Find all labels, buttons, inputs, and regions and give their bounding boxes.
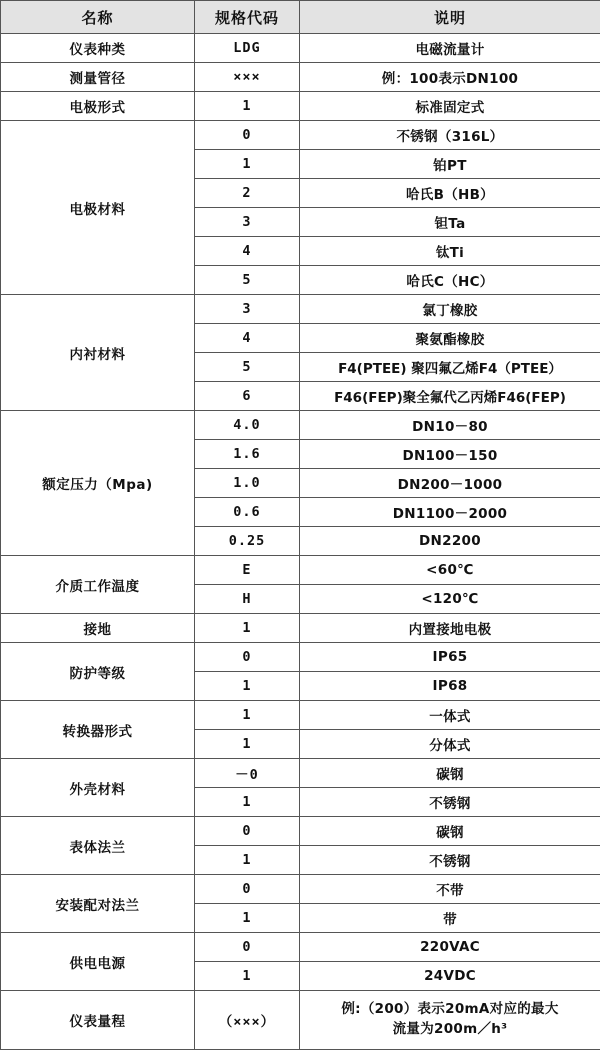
table-header <box>1 1 600 34</box>
row-name-cell: 安装配对法兰 <box>1 875 195 933</box>
row-code-cell: 5 <box>195 353 300 382</box>
row-name-cell: 表体法兰 <box>1 817 195 875</box>
row-code-cell: 1 <box>195 92 300 121</box>
row-description-cell: 内置接地电极 <box>300 614 600 643</box>
row-description-cell: <60℃ <box>300 556 600 585</box>
table-row <box>1 933 600 962</box>
row-code-cell: 1 <box>195 962 300 991</box>
row-code-cell: 1.6 <box>195 440 300 469</box>
row-description-cell: 聚氨酯橡胶 <box>300 324 600 353</box>
row-description-cell: 标准固定式 <box>300 92 600 121</box>
row-name-cell: 介质工作温度 <box>1 556 195 614</box>
row-description-cell: IP68 <box>300 672 600 701</box>
table-row <box>1 295 600 324</box>
column-header-name: 名称 <box>1 1 195 34</box>
row-description-cell: F4(PTEE) 聚四氟乙烯F4（PTEE） <box>300 353 600 382</box>
row-code-cell: 4.0 <box>195 411 300 440</box>
row-code-cell: 3 <box>195 295 300 324</box>
table-row <box>1 121 600 150</box>
table-row <box>1 63 600 92</box>
row-description-cell: 碳钢 <box>300 759 600 788</box>
row-description-cell: 一体式 <box>300 701 600 730</box>
row-code-cell: 1 <box>195 701 300 730</box>
row-code-cell: 4 <box>195 324 300 353</box>
row-name-cell: 内衬材料 <box>1 295 195 411</box>
row-description-cell: 碳钢 <box>300 817 600 846</box>
row-description-cell: 不锈钢（316L） <box>300 121 600 150</box>
row-name-cell: 仪表量程 <box>1 991 195 1050</box>
row-name-cell: 外壳材料 <box>1 759 195 817</box>
table-row <box>1 34 600 63</box>
row-description-cell: DN200－1000 <box>300 469 600 498</box>
row-code-cell: H <box>195 585 300 614</box>
row-description-cell: 不带 <box>300 875 600 904</box>
row-name-cell: 防护等级 <box>1 643 195 701</box>
table-header-row <box>1 1 600 34</box>
row-name-cell: 电极形式 <box>1 92 195 121</box>
row-code-cell: 3 <box>195 208 300 237</box>
row-description-cell: 钽Ta <box>300 208 600 237</box>
row-name-cell: 额定压力（Mpa) <box>1 411 195 556</box>
row-code-cell: 2 <box>195 179 300 208</box>
row-description-cell: 钛Ti <box>300 237 600 266</box>
row-description-cell: 例：100表示DN100 <box>300 63 600 92</box>
row-code-cell: E <box>195 556 300 585</box>
table-row <box>1 759 600 788</box>
row-code-cell: （×××） <box>195 991 300 1050</box>
row-code-cell: 1.0 <box>195 469 300 498</box>
row-description-cell <box>300 991 600 1050</box>
row-description-cell: DN1100－2000 <box>300 498 600 527</box>
table-row <box>1 92 600 121</box>
row-code-cell: 0 <box>195 817 300 846</box>
row-description-cell: 24VDC <box>300 962 600 991</box>
table-body <box>1 34 600 1050</box>
row-description-cell: 不锈钢 <box>300 846 600 875</box>
row-description-cell: DN2200 <box>300 527 600 556</box>
row-description-cell: <120℃ <box>300 585 600 614</box>
table-row <box>1 875 600 904</box>
row-code-cell: 1 <box>195 904 300 933</box>
row-code-cell: 1 <box>195 730 300 759</box>
table-row <box>1 643 600 672</box>
row-code-cell: 1 <box>195 150 300 179</box>
row-name-cell: 仪表种类 <box>1 34 195 63</box>
column-header-description: 说明 <box>300 1 600 34</box>
row-code-cell: －0 <box>195 759 300 788</box>
row-code-cell: 0.6 <box>195 498 300 527</box>
row-description-cell: DN10－80 <box>300 411 600 440</box>
row-name-cell: 供电电源 <box>1 933 195 991</box>
table-row <box>1 556 600 585</box>
row-code-cell: 0 <box>195 643 300 672</box>
row-description-cell: IP65 <box>300 643 600 672</box>
row-code-cell: 1 <box>195 788 300 817</box>
row-description-cell: 不锈钢 <box>300 788 600 817</box>
table-row <box>1 411 600 440</box>
row-code-cell: 5 <box>195 266 300 295</box>
row-description-cell: 电磁流量计 <box>300 34 600 63</box>
row-code-cell: 6 <box>195 382 300 411</box>
row-code-cell: 0 <box>195 933 300 962</box>
row-code-cell: 0 <box>195 121 300 150</box>
description-line: 例:（200）表示20mA对应的最大 <box>300 1000 600 1020</box>
row-code-cell: 1 <box>195 672 300 701</box>
row-code-cell: ××× <box>195 63 300 92</box>
row-code-cell: 1 <box>195 614 300 643</box>
row-description-cell: DN100－150 <box>300 440 600 469</box>
row-description-cell: 带 <box>300 904 600 933</box>
row-code-cell: 0.25 <box>195 527 300 556</box>
row-description-cell: 哈氏B（HB） <box>300 179 600 208</box>
row-name-cell: 接地 <box>1 614 195 643</box>
row-description-cell: 分体式 <box>300 730 600 759</box>
table-row <box>1 991 600 1050</box>
row-name-cell: 转换器形式 <box>1 701 195 759</box>
row-code-cell: 0 <box>195 875 300 904</box>
row-code-cell: 1 <box>195 846 300 875</box>
row-description-cell: 氯丁橡胶 <box>300 295 600 324</box>
row-code-cell: 4 <box>195 237 300 266</box>
row-description-cell: 铂PT <box>300 150 600 179</box>
column-header-code: 规格代码 <box>195 1 300 34</box>
table-row <box>1 817 600 846</box>
row-code-cell: LDG <box>195 34 300 63</box>
table-row <box>1 614 600 643</box>
row-name-cell: 测量管径 <box>1 63 195 92</box>
table-row <box>1 701 600 730</box>
row-description-cell: 220VAC <box>300 933 600 962</box>
row-description-cell: 哈氏C（HC） <box>300 266 600 295</box>
row-description-cell: F46(FEP)聚全氟代乙丙烯F46(FEP) <box>300 382 600 411</box>
row-name-cell: 电极材料 <box>1 121 195 295</box>
description-line: 流量为200m／h³ <box>300 1020 600 1040</box>
